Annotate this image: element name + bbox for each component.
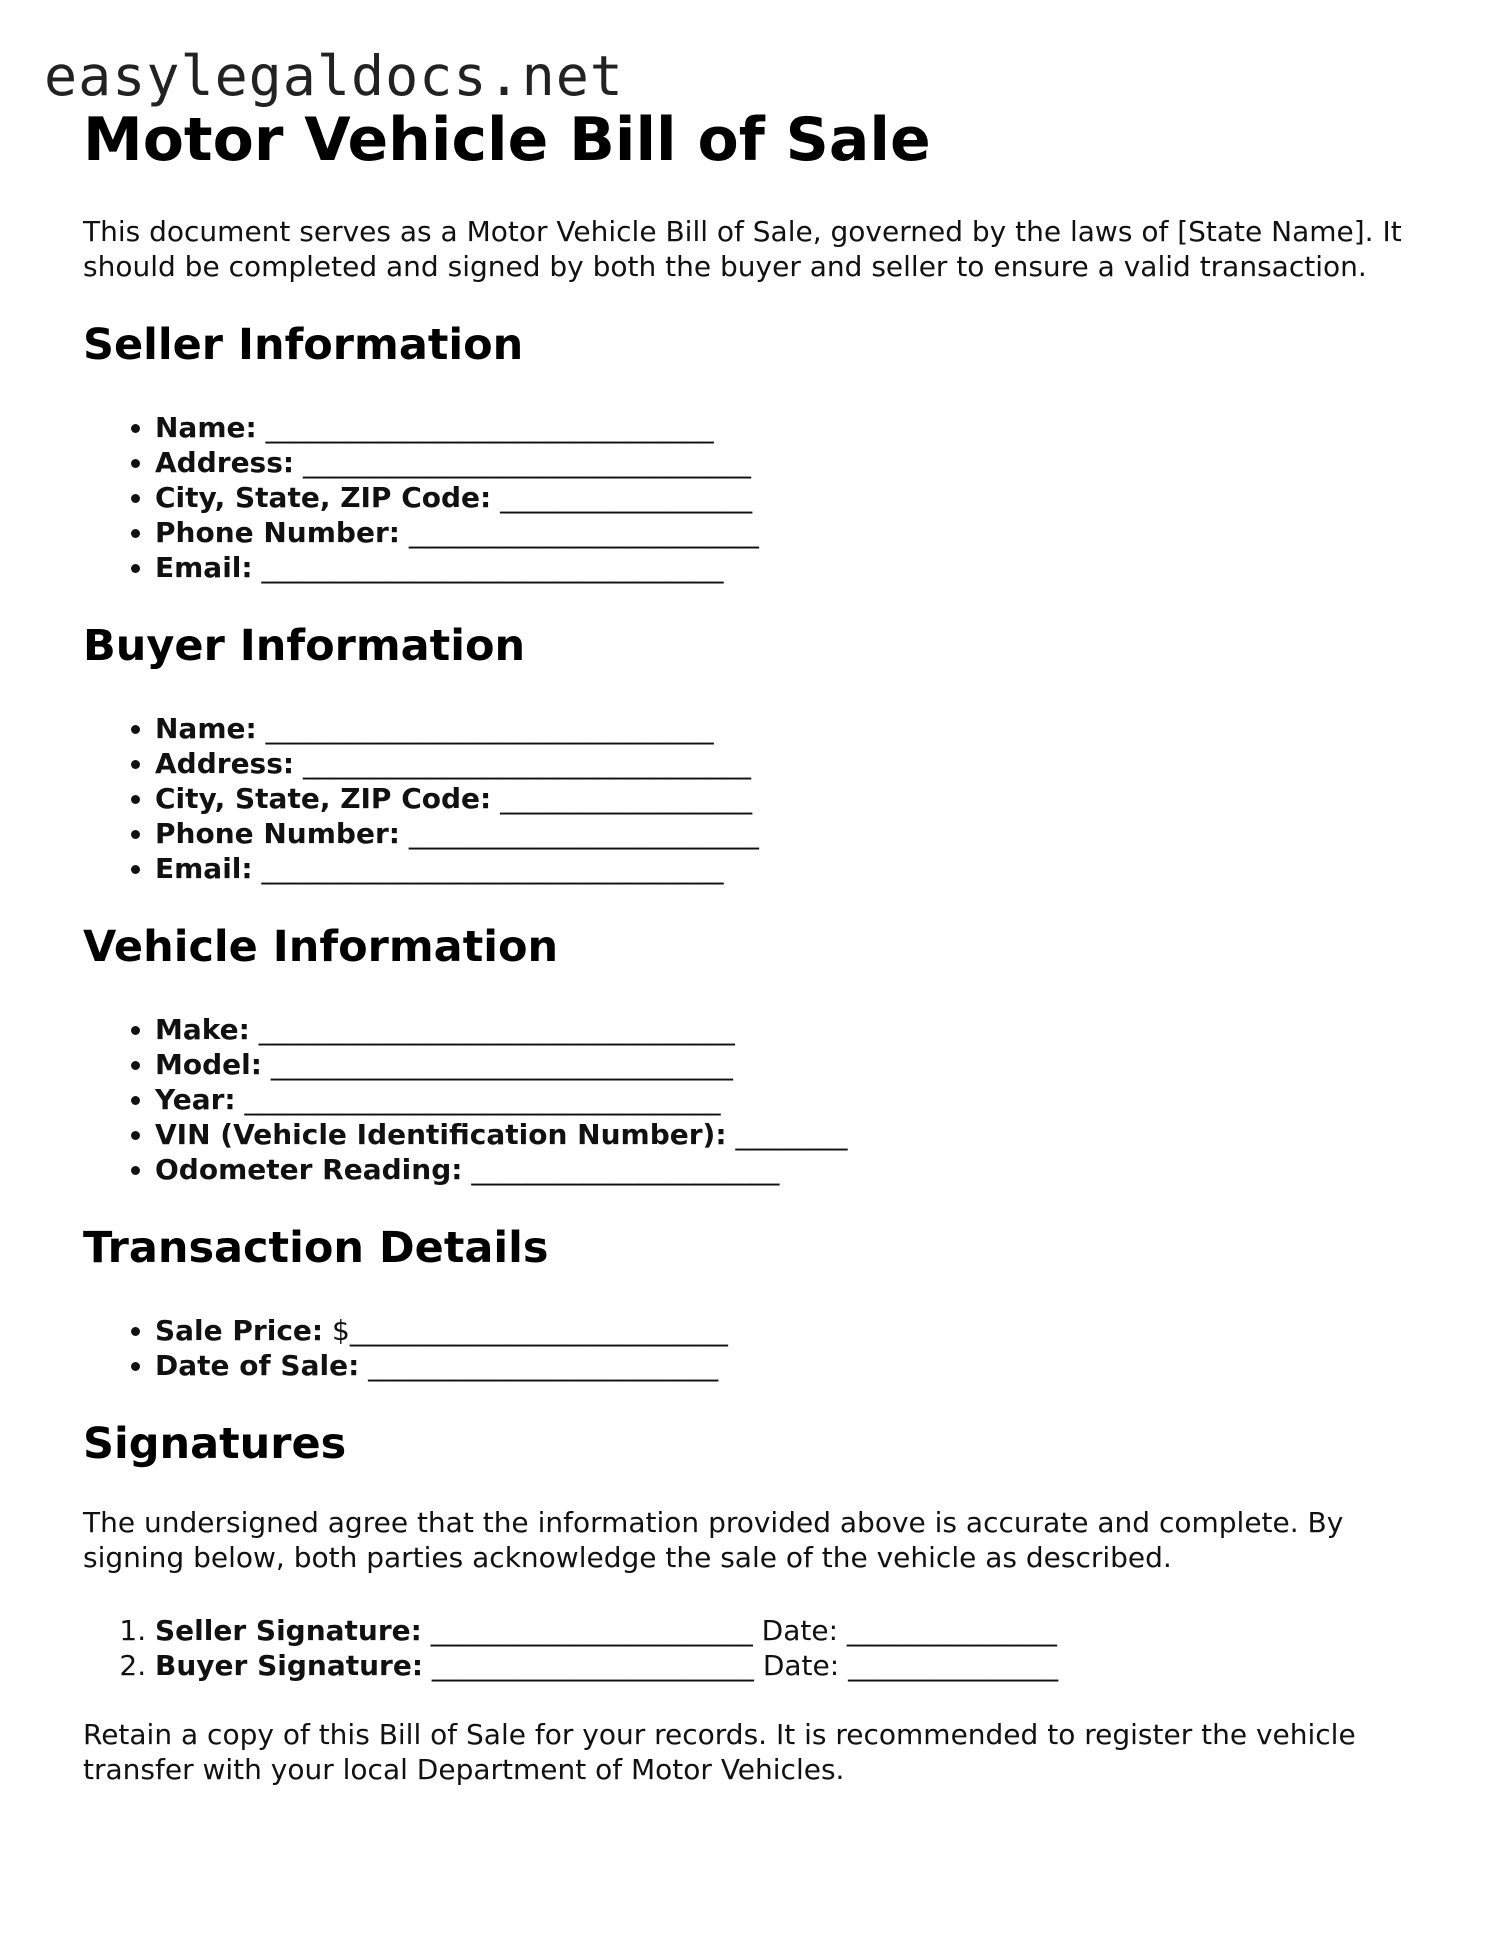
- seller-heading: Seller Information: [83, 320, 524, 370]
- buyer-city-state-zip-field[interactable]: [155, 781, 1443, 816]
- fill-blank[interactable]: _________________________________: [252, 551, 724, 584]
- fill-blank[interactable]: _________________________: [399, 516, 759, 549]
- field-label: Email:: [155, 852, 253, 885]
- fill-blank[interactable]: __________________: [491, 481, 753, 514]
- seller-phone-field[interactable]: [155, 515, 1443, 550]
- field-label: City, State, ZIP Code:: [155, 481, 492, 514]
- vehicle-odometer-field[interactable]: [155, 1152, 1443, 1187]
- fill-blank[interactable]: ______________________: [462, 1153, 780, 1186]
- buyer-name-field[interactable]: [155, 711, 1443, 746]
- vehicle-model-field[interactable]: [155, 1047, 1443, 1082]
- signatures-paragraph: The undersigned agree that the information provided above is accurate and complete. By signing below, both parties acknowledge the sale of the vehicle as described.: [83, 1506, 1344, 1574]
- field-label: Make:: [155, 1013, 250, 1046]
- transaction-heading: Transaction Details: [83, 1223, 549, 1273]
- field-label: VIN (Vehicle Identification Number):: [155, 1118, 727, 1151]
- seller-city-state-zip-field[interactable]: [155, 480, 1443, 515]
- fill-blank[interactable]: ________________________________: [294, 446, 751, 479]
- field-label: Address:: [155, 446, 295, 479]
- fill-blank[interactable]: _________________________________: [261, 1048, 733, 1081]
- fill-blank[interactable]: __________________________________: [249, 1013, 735, 1046]
- seller-signature-line[interactable]: [155, 1613, 1443, 1648]
- field-label: Phone Number:: [155, 516, 400, 549]
- fill-blank[interactable]: __________________________________: [235, 1083, 721, 1116]
- vehicle-year-field[interactable]: [155, 1082, 1443, 1117]
- seller-name-field[interactable]: [155, 410, 1443, 445]
- buyer-signature-line[interactable]: [155, 1648, 1443, 1683]
- page-title: Motor Vehicle Bill of Sale: [83, 105, 931, 175]
- buyer-address-field[interactable]: [155, 746, 1443, 781]
- signatures-heading: Signatures: [83, 1419, 347, 1469]
- field-label: Odometer Reading:: [155, 1153, 463, 1186]
- field-label: City, State, ZIP Code:: [155, 782, 492, 815]
- vehicle-vin-field[interactable]: [155, 1117, 1443, 1152]
- field-label: Address:: [155, 747, 295, 780]
- fill-blank[interactable]: ________________________________: [256, 411, 714, 444]
- field-label: Sale Price:: [155, 1314, 324, 1347]
- closing-paragraph: Retain a copy of this Bill of Sale for your records. It is recommended to register the vehicle transfer with your local Department of Motor Vehicles.: [83, 1718, 1356, 1786]
- watermark-logo: easylegaldocs.net: [44, 44, 624, 108]
- buyer-email-field[interactable]: [155, 851, 1443, 886]
- fill-blank[interactable]: __________________: [491, 782, 753, 815]
- buyer-phone-field[interactable]: [155, 816, 1443, 851]
- field-label: Seller Signature:: [155, 1614, 422, 1647]
- field-label: Model:: [155, 1048, 262, 1081]
- intro-paragraph: This document serves as a Motor Vehicle Bill of Sale, governed by the laws of [State Name]. It should be completed and signed by both the buyer and seller to ensure a valid transaction.: [83, 215, 1402, 283]
- field-label: Date of Sale:: [155, 1349, 360, 1382]
- fill-blank[interactable]: _________________________: [399, 817, 759, 850]
- fill-blank[interactable]: _______________________ Date: _______________: [421, 1614, 1057, 1647]
- fill-blank[interactable]: ________________________________: [256, 712, 714, 745]
- field-label: Name:: [155, 712, 257, 745]
- date-of-sale-field[interactable]: [155, 1348, 1443, 1383]
- transaction-field-list: [83, 1313, 1443, 1383]
- fill-blank[interactable]: ________________________________: [294, 747, 751, 780]
- seller-address-field[interactable]: [155, 445, 1443, 480]
- vehicle-make-field[interactable]: [155, 1012, 1443, 1047]
- buyer-heading: Buyer Information: [83, 621, 526, 671]
- fill-blank[interactable]: _______________________ Date: _______________: [423, 1649, 1059, 1682]
- buyer-field-list: [83, 711, 1443, 886]
- signature-list: [83, 1613, 1443, 1683]
- field-label: Year:: [155, 1083, 236, 1116]
- vehicle-field-list: [83, 1012, 1443, 1187]
- fill-blank[interactable]: $___________________________: [323, 1314, 728, 1347]
- field-label: Email:: [155, 551, 253, 584]
- field-label: Phone Number:: [155, 817, 400, 850]
- seller-email-field[interactable]: [155, 550, 1443, 585]
- fill-blank[interactable]: ________: [726, 1118, 848, 1151]
- field-label: Buyer Signature:: [155, 1649, 424, 1682]
- document-page: [83, 102, 1443, 1787]
- fill-blank[interactable]: _________________________: [359, 1349, 719, 1382]
- fill-blank[interactable]: _________________________________: [252, 852, 724, 885]
- vehicle-heading: Vehicle Information: [83, 922, 559, 972]
- field-label: Name:: [155, 411, 257, 444]
- sale-price-field[interactable]: [155, 1313, 1443, 1348]
- seller-field-list: [83, 410, 1443, 585]
